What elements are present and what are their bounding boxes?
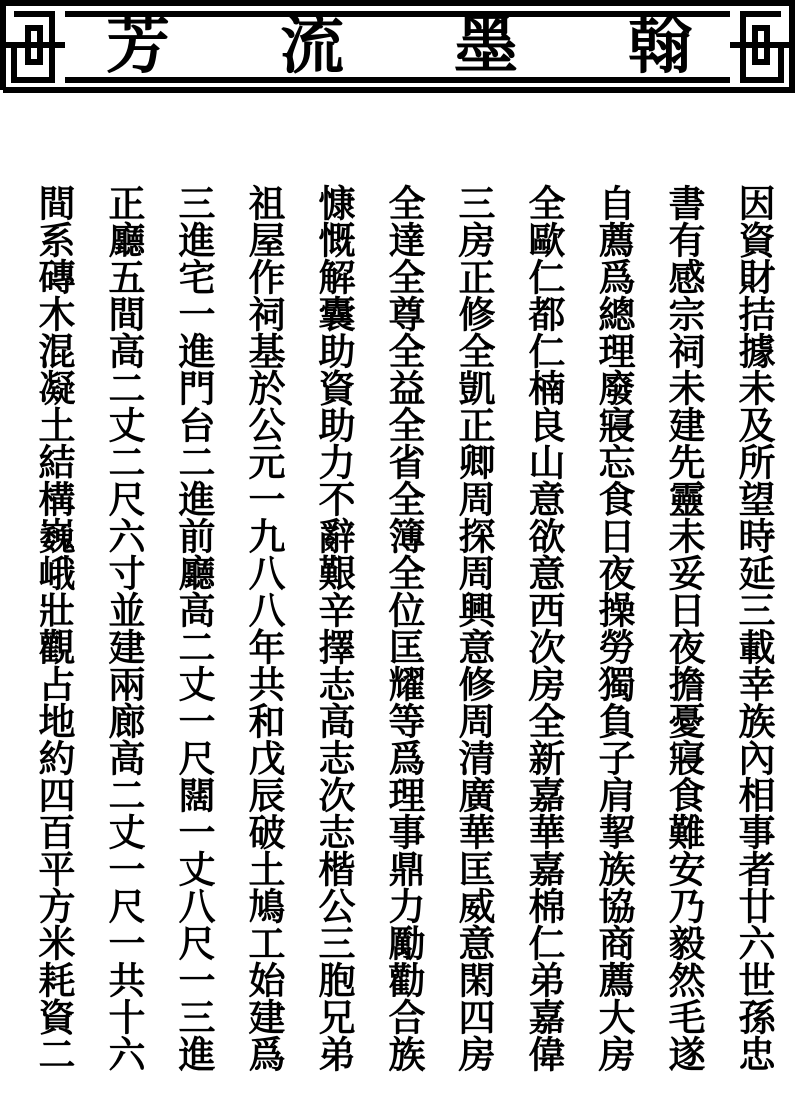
text-column-10: 正廳五間高二丈二尺六寸並建兩廊高二丈一尺一共十六 [102,184,146,1072]
text-column-2: 書有感宗祠未建先靈未妥日夜擔憂寢食難安乃毅然毛遂 [662,184,706,1072]
text-column-7: 慷慨解囊助資助力不辭艱辛擇志高志次志楷公三胞兄弟 [312,184,356,1072]
text-column-4: 全歐仁都仁楠良山意欲意西次房全新嘉華嘉棉仁弟嘉偉 [522,184,566,1072]
text-column-6: 全達全尊全益全省全簿全位匡耀等爲理事鼎力勵勸合族 [382,184,426,1072]
text-column-11: 間系磚木混凝土結構巍峨壯觀占地約四百平方米耗資二 [32,184,76,1072]
text-column-1: 因資財拮據未及所望時延三載幸族內相事者廿六世孫忠 [732,184,776,1072]
inscription-body [0,158,795,1098]
text-column-9: 三進宅一進門台二進前廳高二丈一尺闊一丈八尺一三進 [172,184,216,1072]
text-column-3: 自薦爲總理廢寢忘食日夜操勞獨負子肩挈族協商薦大房 [592,184,636,1072]
title-char-4: 翰 [628,8,692,83]
title-char-2: 流 [280,8,344,83]
title-char-3: 墨 [454,8,518,83]
text-column-8: 祖屋作祠基於公元一九八八年共和戊辰破土鳩工始建爲 [242,184,286,1072]
title-char-1: 芳 [106,8,170,83]
title-banner [0,0,795,95]
text-column-5: 三房正修全凱正卿周探周興意修周清廣華匡威意閑四房 [452,184,496,1072]
